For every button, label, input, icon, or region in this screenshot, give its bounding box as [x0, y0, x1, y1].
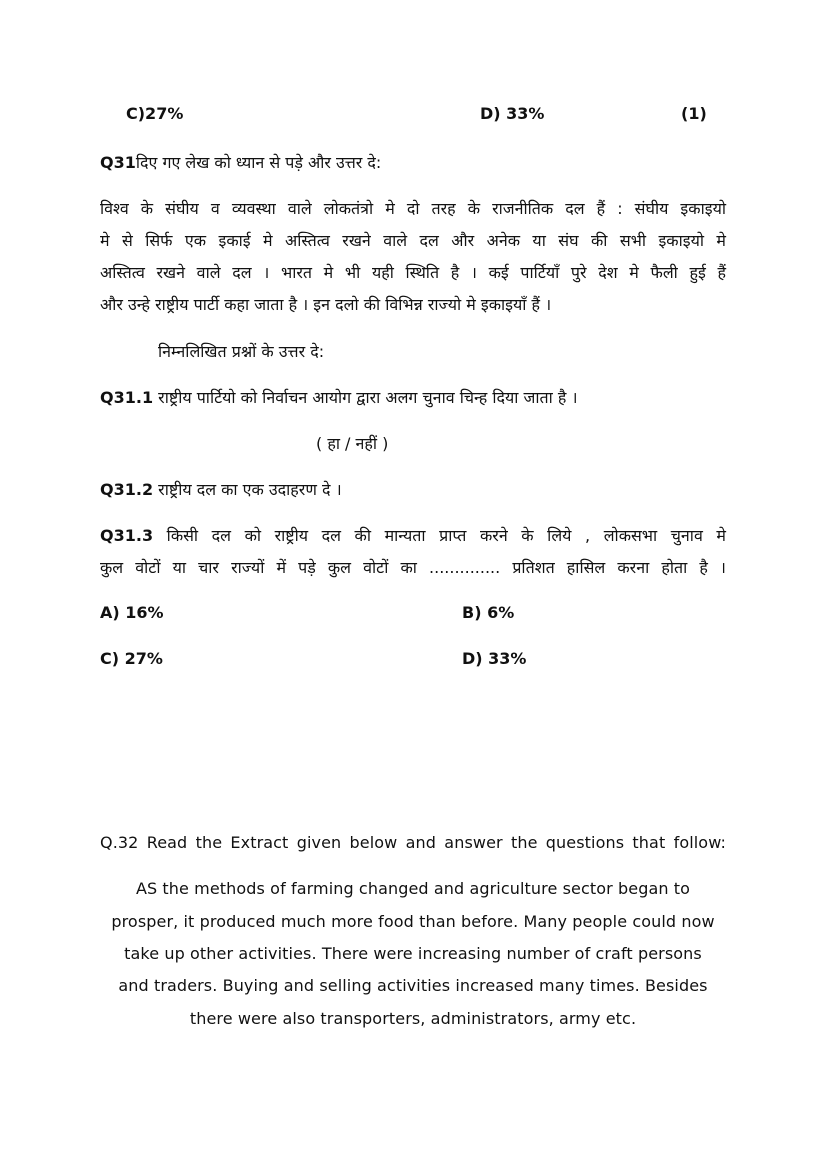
q32-heading: Q.32 Read the Extract given below and answer the questions that follow:: [100, 833, 726, 852]
option-c-prev: C)27%: [126, 104, 184, 123]
q31-passage-line-3: अस्तित्व रखने वाले दल । भारत मे भी यही स्थिति है । कई पार्टियाँ पुरे देश मे फैली हुई हैं: [100, 263, 726, 282]
q31-sub-instruction: निम्नलिखित प्रश्नों के उत्तर दे:: [158, 342, 325, 361]
q31-3-option-c: C) 27%: [100, 649, 163, 668]
q31-passage-line-4: और उन्हे राष्ट्रीय पार्टी कहा जाता है । इन दलो की विभिन्न राज्यो मे इकाइयाँ हैं ।: [100, 295, 552, 314]
q31-1-choice: ( हा / नहीं ): [316, 434, 389, 453]
q31-passage-line-2: मे से सिर्फ एक इकाई मे अस्तित्व रखने वाले दल और अनेक या संघ की सभी इकाइयो मे: [100, 231, 726, 250]
q31-3-line-1: [100, 524, 726, 546]
q31-3-line-2: कुल वोटों या चार राज्यों में पड़े कुल वोटों का .............. प्रतिशत हासिल करना होता है ।: [100, 558, 726, 577]
q31-2-number: Q31.2: [100, 480, 154, 499]
q32-extract-line-3: take up other activities. There were increasing number of craft persons: [124, 944, 702, 963]
q32-extract-line-4: and traders. Buying and selling activities increased many times. Besides: [118, 976, 708, 995]
q31-2-question: [100, 478, 342, 500]
q31-1-question: [100, 386, 578, 408]
q31-3-option-d: D) 33%: [462, 649, 527, 668]
q31-3-option-a: A) 16%: [100, 603, 164, 622]
q31-3-text-1: किसी दल को राष्ट्रीय दल की मान्यता प्राप्त करने के लिये , लोकसभा चुनाव मे: [166, 526, 726, 545]
q31-number: Q31: [100, 153, 136, 172]
q32-extract-line-5: there were also transporters, administrators, army etc.: [189, 1009, 637, 1028]
option-d-prev: D) 33%: [480, 104, 545, 123]
q31-1-text: राष्ट्रीय पार्टियो को निर्वाचन आयोग द्वारा अलग चुनाव चिन्ह दिया जाता है ।: [158, 388, 578, 407]
q31-3-option-b: B) 6%: [462, 603, 515, 622]
q31-instruction: दिए गए लेख को ध्यान से पड़े और उत्तर दे:: [135, 153, 382, 172]
q31-1-number: Q31.1: [100, 388, 154, 407]
q31-passage-line-1: विश्व के संघीय व व्यवस्था वाले लोकतंत्रो मे दो तरह के राजनीतिक दल हैं : संघीय इकाइयो: [100, 199, 726, 218]
q32-extract-line-1: AS the methods of farming changed and agriculture sector began to: [135, 879, 691, 898]
q31-3-number: Q31.3: [100, 526, 154, 545]
q31-heading: [100, 151, 381, 173]
q32-extract-line-2: prosper, it produced much more food than before. Many people could now: [111, 912, 715, 931]
q31-2-text: राष्ट्रीय दल का एक उदाहरण दे ।: [158, 480, 342, 499]
marks-label: (1): [681, 104, 707, 123]
